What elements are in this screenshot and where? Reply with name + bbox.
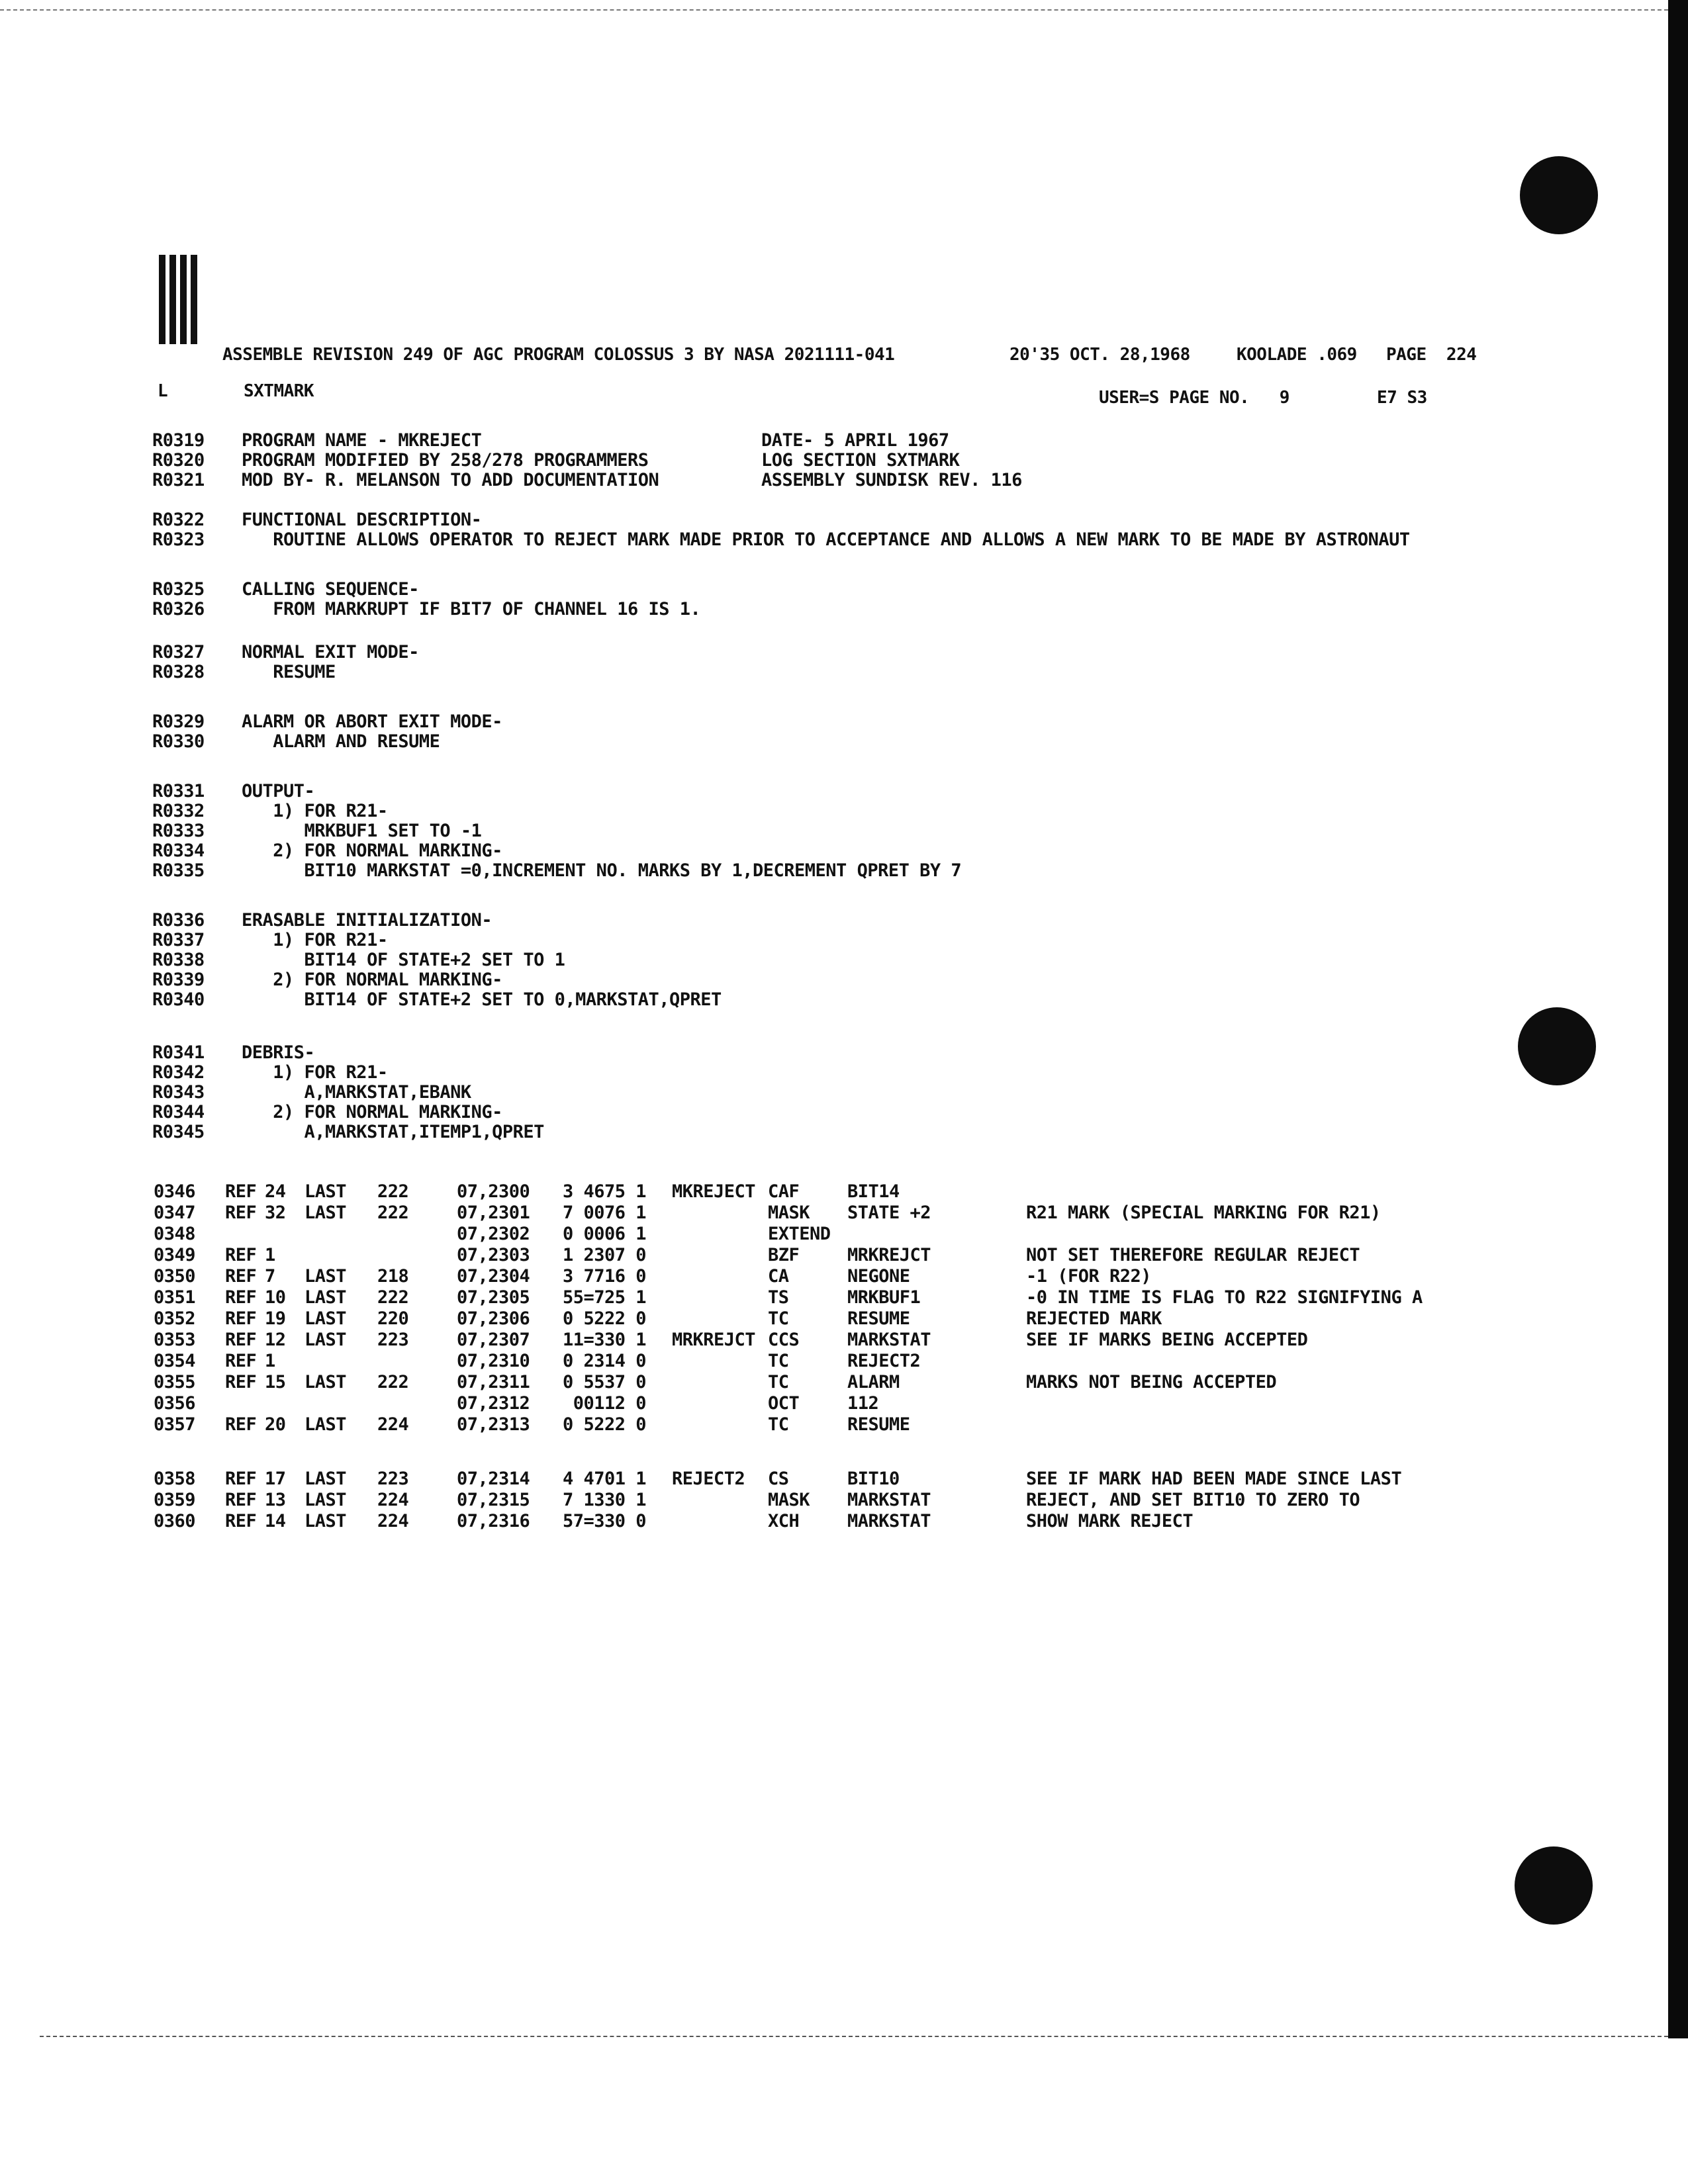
code-label: MRKREJCT xyxy=(672,1330,756,1350)
code-comment: MARKS NOT BEING ACCEPTED xyxy=(1026,1372,1277,1392)
user-page-number: USER=S PAGE NO. 9 xyxy=(1099,388,1289,408)
code-octal-word: 1 2307 0 xyxy=(563,1245,647,1265)
code-last-page: 224 xyxy=(377,1511,409,1531)
code-opcode: BZF xyxy=(768,1245,800,1265)
code-octal-word: 0 0006 1 xyxy=(563,1224,647,1244)
code-address: 07,2310 xyxy=(457,1351,530,1371)
code-line-number: 0356 xyxy=(154,1393,196,1414)
code-octal-word: 0 2314 0 xyxy=(563,1351,647,1371)
code-octal-word: 3 4675 1 xyxy=(563,1181,647,1202)
code-opcode: CCS xyxy=(768,1330,800,1350)
code-opcode: EXTEND xyxy=(768,1224,831,1244)
code-last: LAST xyxy=(305,1511,347,1531)
code-opcode: TC xyxy=(768,1414,789,1435)
code-address: 07,2303 xyxy=(457,1245,530,1265)
code-line-number: 0354 xyxy=(154,1351,196,1371)
code-comment: -0 IN TIME IS FLAG TO R22 SIGNIFYING A xyxy=(1026,1287,1423,1308)
listing-page-number: PAGE 224 xyxy=(1386,345,1477,365)
code-address: 07,2302 xyxy=(457,1224,530,1244)
comment-line-id: R0335 xyxy=(152,860,205,881)
code-last: LAST xyxy=(305,1266,347,1287)
comment-line-text: ROUTINE ALLOWS OPERATOR TO REJECT MARK MADE PRIOR TO ACCEPTANCE AND ALLOWS A NEW MARK TO BE MADE BY ASTRONAUT xyxy=(242,529,1410,550)
code-operand: ALARM xyxy=(847,1372,900,1392)
comment-line-id: R0334 xyxy=(152,841,205,861)
comment-line-id: R0323 xyxy=(152,529,205,550)
code-operand: NEGONE xyxy=(847,1266,910,1287)
code-opcode: CS xyxy=(768,1469,789,1489)
code-ref-count: 24 xyxy=(265,1181,286,1202)
code-ref-count: 19 xyxy=(265,1308,286,1329)
code-last-page: 224 xyxy=(377,1414,409,1435)
comment-line-right: LOG SECTION SXTMARK xyxy=(761,450,960,471)
comment-line-text: MOD BY- R. MELANSON TO ADD DOCUMENTATION xyxy=(242,470,659,490)
comment-line-right: DATE- 5 APRIL 1967 xyxy=(761,430,949,451)
code-last-page: 220 xyxy=(377,1308,409,1329)
bottom-page-edge xyxy=(40,2036,1668,2037)
code-last-page: 218 xyxy=(377,1266,409,1287)
code-opcode: MASK xyxy=(768,1203,810,1223)
code-address: 07,2305 xyxy=(457,1287,530,1308)
code-opcode: CAF xyxy=(768,1181,800,1202)
code-address: 07,2300 xyxy=(457,1181,530,1202)
comment-line-text: 1) FOR R21- xyxy=(242,930,388,950)
code-ref: REF xyxy=(225,1414,257,1435)
code-ref-count: 14 xyxy=(265,1511,286,1531)
code-operand: STATE +2 xyxy=(847,1203,931,1223)
code-last: LAST xyxy=(305,1203,347,1223)
comment-line-id: R0333 xyxy=(152,821,205,841)
comment-line-id: R0329 xyxy=(152,711,205,732)
code-operand: MARKSTAT xyxy=(847,1490,931,1510)
code-line-number: 0358 xyxy=(154,1469,196,1489)
code-last: LAST xyxy=(305,1287,347,1308)
code-operand: BIT10 xyxy=(847,1469,900,1489)
comment-line-text: A,MARKSTAT,EBANK xyxy=(242,1082,471,1103)
comment-line-text: ALARM OR ABORT EXIT MODE- xyxy=(242,711,502,732)
comment-line-text: 2) FOR NORMAL MARKING- xyxy=(242,970,502,990)
code-octal-word: 0 5222 0 xyxy=(563,1414,647,1435)
code-ref: REF xyxy=(225,1490,257,1510)
code-line-number: 0351 xyxy=(154,1287,196,1308)
code-address: 07,2313 xyxy=(457,1414,530,1435)
code-ref: REF xyxy=(225,1266,257,1287)
code-line-number: 0357 xyxy=(154,1414,196,1435)
code-line-number: 0347 xyxy=(154,1203,196,1223)
code-last: LAST xyxy=(305,1181,347,1202)
code-operand: REJECT2 xyxy=(847,1351,921,1371)
code-last: LAST xyxy=(305,1490,347,1510)
code-comment: SHOW MARK REJECT xyxy=(1026,1511,1194,1531)
code-ref: REF xyxy=(225,1351,257,1371)
code-octal-word: 55=725 1 xyxy=(563,1287,647,1308)
code-octal-word: 7 1330 1 xyxy=(563,1490,647,1510)
code-opcode: CA xyxy=(768,1266,789,1287)
code-operand: MARKSTAT xyxy=(847,1330,931,1350)
code-ref: REF xyxy=(225,1330,257,1350)
code-opcode: OCT xyxy=(768,1393,800,1414)
code-comment: R21 MARK (SPECIAL MARKING FOR R21) xyxy=(1026,1203,1381,1223)
comment-line-id: R0321 xyxy=(152,470,205,490)
code-last-page: 222 xyxy=(377,1181,409,1202)
code-last: LAST xyxy=(305,1330,347,1350)
comment-line-id: R0344 xyxy=(152,1102,205,1122)
code-address: 07,2316 xyxy=(457,1511,530,1531)
code-last: LAST xyxy=(305,1469,347,1489)
code-ref-count: 17 xyxy=(265,1469,286,1489)
code-last: LAST xyxy=(305,1308,347,1329)
top-page-edge xyxy=(0,9,1668,11)
comment-line-right: ASSEMBLY SUNDISK REV. 116 xyxy=(761,470,1022,490)
comment-line-text: 1) FOR R21- xyxy=(242,801,388,821)
code-opcode: TS xyxy=(768,1287,789,1308)
comment-line-text: BIT14 OF STATE+2 SET TO 0,MARKSTAT,QPRET xyxy=(242,989,722,1010)
code-ref-count: 1 xyxy=(265,1351,275,1371)
code-opcode: TC xyxy=(768,1372,789,1392)
code-ref: REF xyxy=(225,1469,257,1489)
code-opcode: XCH xyxy=(768,1511,800,1531)
code-ref: REF xyxy=(225,1511,257,1531)
code-line-number: 0353 xyxy=(154,1330,196,1350)
binder-tab-mark xyxy=(156,255,201,354)
comment-line-text: BIT14 OF STATE+2 SET TO 1 xyxy=(242,950,565,970)
comment-line-id: R0339 xyxy=(152,970,205,990)
comment-line-id: R0319 xyxy=(152,430,205,451)
code-ref-count: 32 xyxy=(265,1203,286,1223)
code-label: REJECT2 xyxy=(672,1469,745,1489)
listing-datetime: 20'35 OCT. 28,1968 xyxy=(1009,345,1190,365)
code-address: 07,2306 xyxy=(457,1308,530,1329)
comment-line-text: PROGRAM NAME - MKREJECT xyxy=(242,430,482,451)
comment-line-id: R0328 xyxy=(152,662,205,682)
comment-line-text: A,MARKSTAT,ITEMP1,QPRET xyxy=(242,1122,544,1142)
code-line-number: 0348 xyxy=(154,1224,196,1244)
code-line-number: 0355 xyxy=(154,1372,196,1392)
code-last-page: 222 xyxy=(377,1287,409,1308)
code-ref-count: 12 xyxy=(265,1330,286,1350)
comment-line-text: FUNCTIONAL DESCRIPTION- xyxy=(242,510,482,530)
code-operand: 112 xyxy=(847,1393,879,1414)
code-last-page: 222 xyxy=(377,1203,409,1223)
code-comment: -1 (FOR R22) xyxy=(1026,1266,1152,1287)
comment-line-text: ALARM AND RESUME xyxy=(242,731,440,752)
comment-line-text: 2) FOR NORMAL MARKING- xyxy=(242,1102,502,1122)
code-last-page: 223 xyxy=(377,1469,409,1489)
listing-title: ASSEMBLE REVISION 249 OF AGC PROGRAM COLOSSUS 3 BY NASA 2021111-041 xyxy=(222,345,895,365)
code-octal-word: 57=330 0 xyxy=(563,1511,647,1531)
code-ref: REF xyxy=(225,1203,257,1223)
comment-line-id: R0326 xyxy=(152,599,205,619)
code-ref: REF xyxy=(225,1308,257,1329)
comment-line-id: R0322 xyxy=(152,510,205,530)
comment-line-text: ERASABLE INITIALIZATION- xyxy=(242,910,492,931)
comment-line-id: R0327 xyxy=(152,642,205,662)
code-line-number: 0359 xyxy=(154,1490,196,1510)
punch-hole-middle xyxy=(1518,1007,1596,1085)
comment-line-id: R0320 xyxy=(152,450,205,471)
code-address: 07,2315 xyxy=(457,1490,530,1510)
listing-koolade: KOOLADE .069 xyxy=(1237,345,1357,365)
comment-line-id: R0342 xyxy=(152,1062,205,1083)
comment-line-text: DEBRIS- xyxy=(242,1042,315,1063)
code-opcode: MASK xyxy=(768,1490,810,1510)
code-address: 07,2311 xyxy=(457,1372,530,1392)
comment-line-text: FROM MARKRUPT IF BIT7 OF CHANNEL 16 IS 1. xyxy=(242,599,701,619)
code-opcode: TC xyxy=(768,1351,789,1371)
comment-line-text: MRKBUF1 SET TO -1 xyxy=(242,821,482,841)
comment-line-id: R0340 xyxy=(152,989,205,1010)
code-last-page: 224 xyxy=(377,1490,409,1510)
code-comment: REJECT, AND SET BIT10 TO ZERO TO xyxy=(1026,1490,1360,1510)
comment-line-text: PROGRAM MODIFIED BY 258/278 PROGRAMMERS xyxy=(242,450,649,471)
comment-line-id: R0341 xyxy=(152,1042,205,1063)
code-operand: MRKBUF1 xyxy=(847,1287,921,1308)
code-address: 07,2312 xyxy=(457,1393,530,1414)
code-operand: BIT14 xyxy=(847,1181,900,1202)
code-operand: RESUME xyxy=(847,1308,910,1329)
comment-line-text: RESUME xyxy=(242,662,336,682)
code-last-page: 223 xyxy=(377,1330,409,1350)
right-page-border xyxy=(1668,0,1688,2038)
log-section-name: SXTMARK xyxy=(244,381,314,401)
code-last: LAST xyxy=(305,1414,347,1435)
code-octal-word: 7 0076 1 xyxy=(563,1203,647,1223)
comment-line-id: R0330 xyxy=(152,731,205,752)
code-comment: SEE IF MARKS BEING ACCEPTED xyxy=(1026,1330,1308,1350)
comment-line-text: CALLING SEQUENCE- xyxy=(242,579,419,600)
comment-line-id: R0343 xyxy=(152,1082,205,1103)
code-octal-word: 00112 0 xyxy=(563,1393,647,1414)
comment-line-id: R0332 xyxy=(152,801,205,821)
code-line-number: 0352 xyxy=(154,1308,196,1329)
comment-line-id: R0345 xyxy=(152,1122,205,1142)
code-operand: MRKREJCT xyxy=(847,1245,931,1265)
code-comment: NOT SET THEREFORE REGULAR REJECT xyxy=(1026,1245,1360,1265)
code-line-number: 0350 xyxy=(154,1266,196,1287)
code-octal-word: 11=330 1 xyxy=(563,1330,647,1350)
comment-line-text: NORMAL EXIT MODE- xyxy=(242,642,419,662)
code-ref: REF xyxy=(225,1372,257,1392)
code-ref-count: 1 xyxy=(265,1245,275,1265)
code-address: 07,2301 xyxy=(457,1203,530,1223)
code-ref-count: 7 xyxy=(265,1266,275,1287)
code-last-page: 222 xyxy=(377,1372,409,1392)
code-octal-word: 0 5537 0 xyxy=(563,1372,647,1392)
code-address: 07,2314 xyxy=(457,1469,530,1489)
comment-line-id: R0331 xyxy=(152,781,205,801)
code-operand: RESUME xyxy=(847,1414,910,1435)
comment-line-id: R0336 xyxy=(152,910,205,931)
page-counter: E7 S3 xyxy=(1377,388,1427,408)
comment-line-text: BIT10 MARKSTAT =0,INCREMENT NO. MARKS BY 1,DECREMENT QPRET BY 7 xyxy=(242,860,962,881)
comment-line-id: R0337 xyxy=(152,930,205,950)
comment-line-text: OUTPUT- xyxy=(242,781,315,801)
comment-line-id: R0338 xyxy=(152,950,205,970)
code-opcode: TC xyxy=(768,1308,789,1329)
code-comment: SEE IF MARK HAD BEEN MADE SINCE LAST xyxy=(1026,1469,1402,1489)
code-octal-word: 3 7716 0 xyxy=(563,1266,647,1287)
code-line-number: 0346 xyxy=(154,1181,196,1202)
code-address: 07,2307 xyxy=(457,1330,530,1350)
code-label: MKREJECT xyxy=(672,1181,756,1202)
punch-hole-bottom xyxy=(1515,1846,1593,1925)
code-last: LAST xyxy=(305,1372,347,1392)
code-comment: REJECTED MARK xyxy=(1026,1308,1162,1329)
code-line-number: 0360 xyxy=(154,1511,196,1531)
code-address: 07,2304 xyxy=(457,1266,530,1287)
comment-line-text: 2) FOR NORMAL MARKING- xyxy=(242,841,502,861)
punch-hole-top xyxy=(1520,156,1598,234)
code-ref-count: 20 xyxy=(265,1414,286,1435)
code-octal-word: 4 4701 1 xyxy=(563,1469,647,1489)
code-line-number: 0349 xyxy=(154,1245,196,1265)
code-ref: REF xyxy=(225,1287,257,1308)
code-operand: MARKSTAT xyxy=(847,1511,931,1531)
log-letter: L xyxy=(158,381,168,401)
code-ref-count: 10 xyxy=(265,1287,286,1308)
code-octal-word: 0 5222 0 xyxy=(563,1308,647,1329)
comment-line-id: R0325 xyxy=(152,579,205,600)
code-ref-count: 13 xyxy=(265,1490,286,1510)
code-ref: REF xyxy=(225,1245,257,1265)
code-ref: REF xyxy=(225,1181,257,1202)
code-ref-count: 15 xyxy=(265,1372,286,1392)
comment-line-text: 1) FOR R21- xyxy=(242,1062,388,1083)
